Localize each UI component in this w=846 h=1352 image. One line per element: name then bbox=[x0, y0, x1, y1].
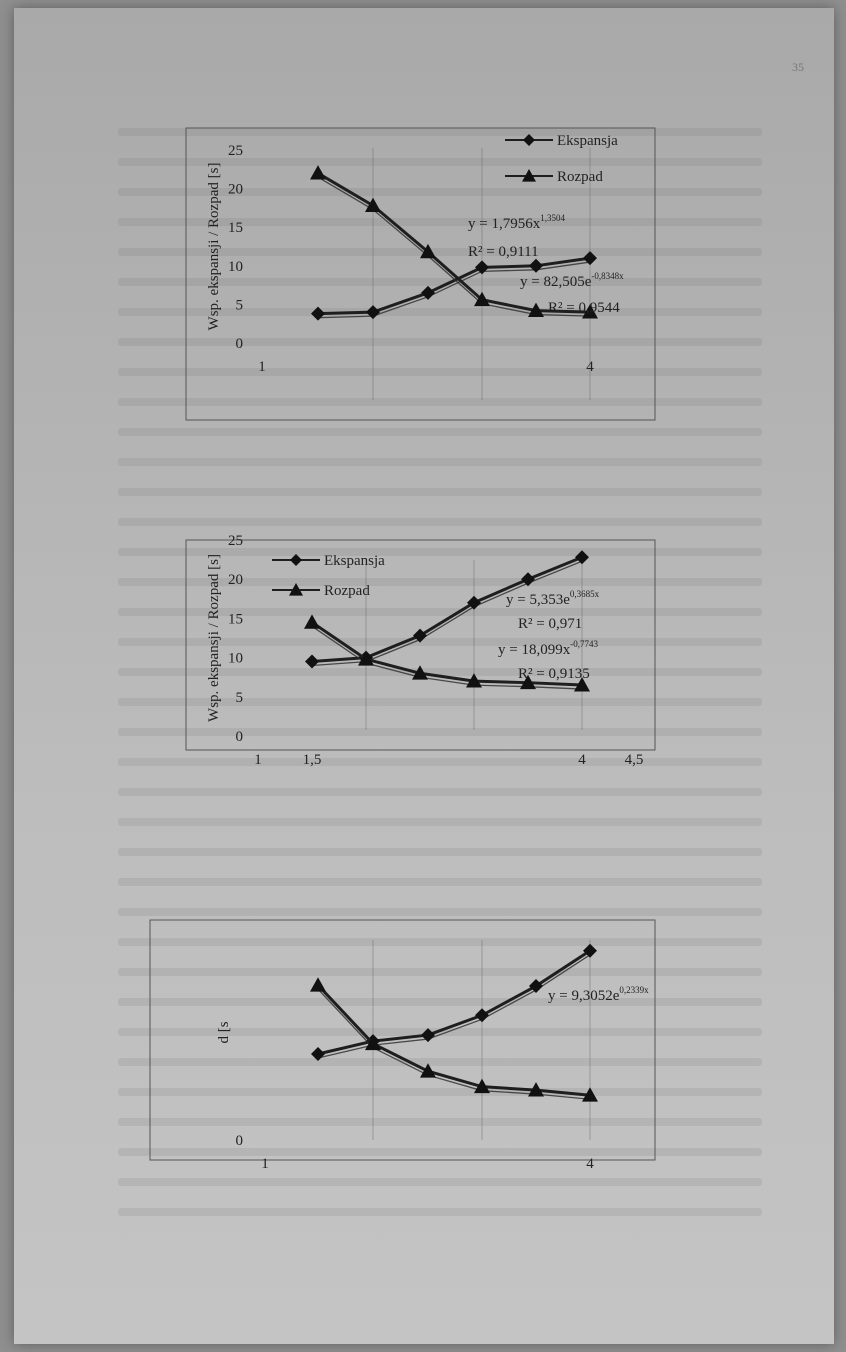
x-tick-label: 1 bbox=[258, 359, 266, 375]
x-tick-label: 1,5 bbox=[302, 752, 322, 768]
data-point-ekspansja bbox=[421, 286, 435, 300]
equation-exponent: -0,8348x bbox=[591, 271, 624, 281]
y-axis-label: Wsp. ekspansji / Rozpad [s] bbox=[206, 162, 222, 331]
data-point-ekspansja bbox=[521, 572, 535, 586]
data-point-ekspansja bbox=[475, 1008, 489, 1022]
data-point-rozpad bbox=[365, 198, 381, 212]
data-point-rozpad bbox=[304, 614, 320, 628]
data-point-ekspansja bbox=[305, 655, 319, 669]
x-tick-label: 4 bbox=[586, 1156, 594, 1172]
trendline-equation: R² = 0,9135 bbox=[518, 666, 590, 682]
trendline-equation: $y = 18,099x^{-0,7743}$ bbox=[498, 639, 598, 658]
legend-label: Ekspansja bbox=[324, 553, 385, 569]
data-point-ekspansja bbox=[366, 305, 380, 319]
y-tick-label: 25 bbox=[228, 533, 243, 549]
y-tick-label: 0 bbox=[235, 336, 243, 352]
chart-1 bbox=[186, 128, 655, 420]
trendline-equation: R² = 0,971 bbox=[518, 616, 583, 632]
legend-label: Rozpad bbox=[324, 583, 370, 599]
data-point-rozpad bbox=[310, 977, 326, 991]
data-point-ekspansja bbox=[475, 260, 489, 274]
y-tick-label: 0 bbox=[235, 729, 243, 745]
x-tick-label: 1 bbox=[261, 1156, 269, 1172]
data-point-ekspansja bbox=[311, 307, 325, 321]
equation-exponent: 1,3504 bbox=[540, 213, 565, 223]
chart-2 bbox=[186, 533, 655, 768]
y-tick-label: 10 bbox=[228, 650, 243, 667]
x-tick-label: 4 bbox=[578, 752, 586, 768]
trendline-equation: $y = 9,3052e^{0,2339x}$ bbox=[548, 985, 649, 1004]
y-tick-label: 10 bbox=[228, 258, 243, 275]
trendline-equation: $y = 1,7956x^{1,3504}$ bbox=[468, 213, 565, 232]
series-line-rozpad bbox=[318, 173, 590, 312]
data-point-ekspansja bbox=[467, 596, 481, 610]
trendline-ekspansja bbox=[318, 955, 590, 1058]
x-tick-label: 1 bbox=[254, 752, 262, 768]
x-tick-label: 4 bbox=[586, 359, 594, 375]
y-tick-label: 0 bbox=[235, 1133, 243, 1149]
page-number: 35 bbox=[792, 60, 804, 74]
data-point-rozpad bbox=[420, 1063, 436, 1077]
y-tick-label: 20 bbox=[228, 572, 243, 589]
y-axis-label: Wsp. ekspansji / Rozpad [s] bbox=[206, 554, 222, 722]
data-point-rozpad bbox=[310, 165, 326, 179]
y-tick-label: 5 bbox=[235, 689, 243, 706]
legend-label: Ekspansja bbox=[557, 133, 618, 149]
legend-marker-diamond bbox=[523, 134, 535, 146]
trendline-equation: R² = 0,9111 bbox=[468, 244, 539, 260]
equation-exponent: 0,3685x bbox=[569, 589, 600, 599]
y-tick-label: 25 bbox=[228, 143, 243, 159]
chart-3 bbox=[150, 920, 655, 1172]
legend-label: Rozpad bbox=[557, 169, 603, 185]
x-tick-label: 4,5 bbox=[624, 752, 644, 768]
y-tick-label: 5 bbox=[235, 297, 243, 314]
trendline-equation: $y = 82,505e^{-0,8348x}$ bbox=[520, 271, 624, 290]
data-point-ekspansja bbox=[413, 629, 427, 643]
data-point-ekspansja bbox=[529, 259, 543, 273]
trendline-equation: R² = 0,9544 bbox=[548, 300, 620, 316]
equation-exponent: 0,2339x bbox=[619, 985, 649, 995]
legend-marker-diamond bbox=[290, 554, 302, 566]
y-tick-label: 15 bbox=[228, 611, 243, 628]
data-point-ekspansja bbox=[575, 550, 589, 564]
y-tick-label: 20 bbox=[228, 181, 243, 198]
equation-exponent: -0,7743 bbox=[570, 639, 598, 649]
data-point-ekspansja bbox=[311, 1047, 325, 1061]
trendline-equation: $y = 5,353e^{0,3685x}$ bbox=[506, 589, 600, 608]
y-tick-label: 15 bbox=[228, 220, 243, 237]
y-axis-label: d [s bbox=[216, 1021, 232, 1044]
